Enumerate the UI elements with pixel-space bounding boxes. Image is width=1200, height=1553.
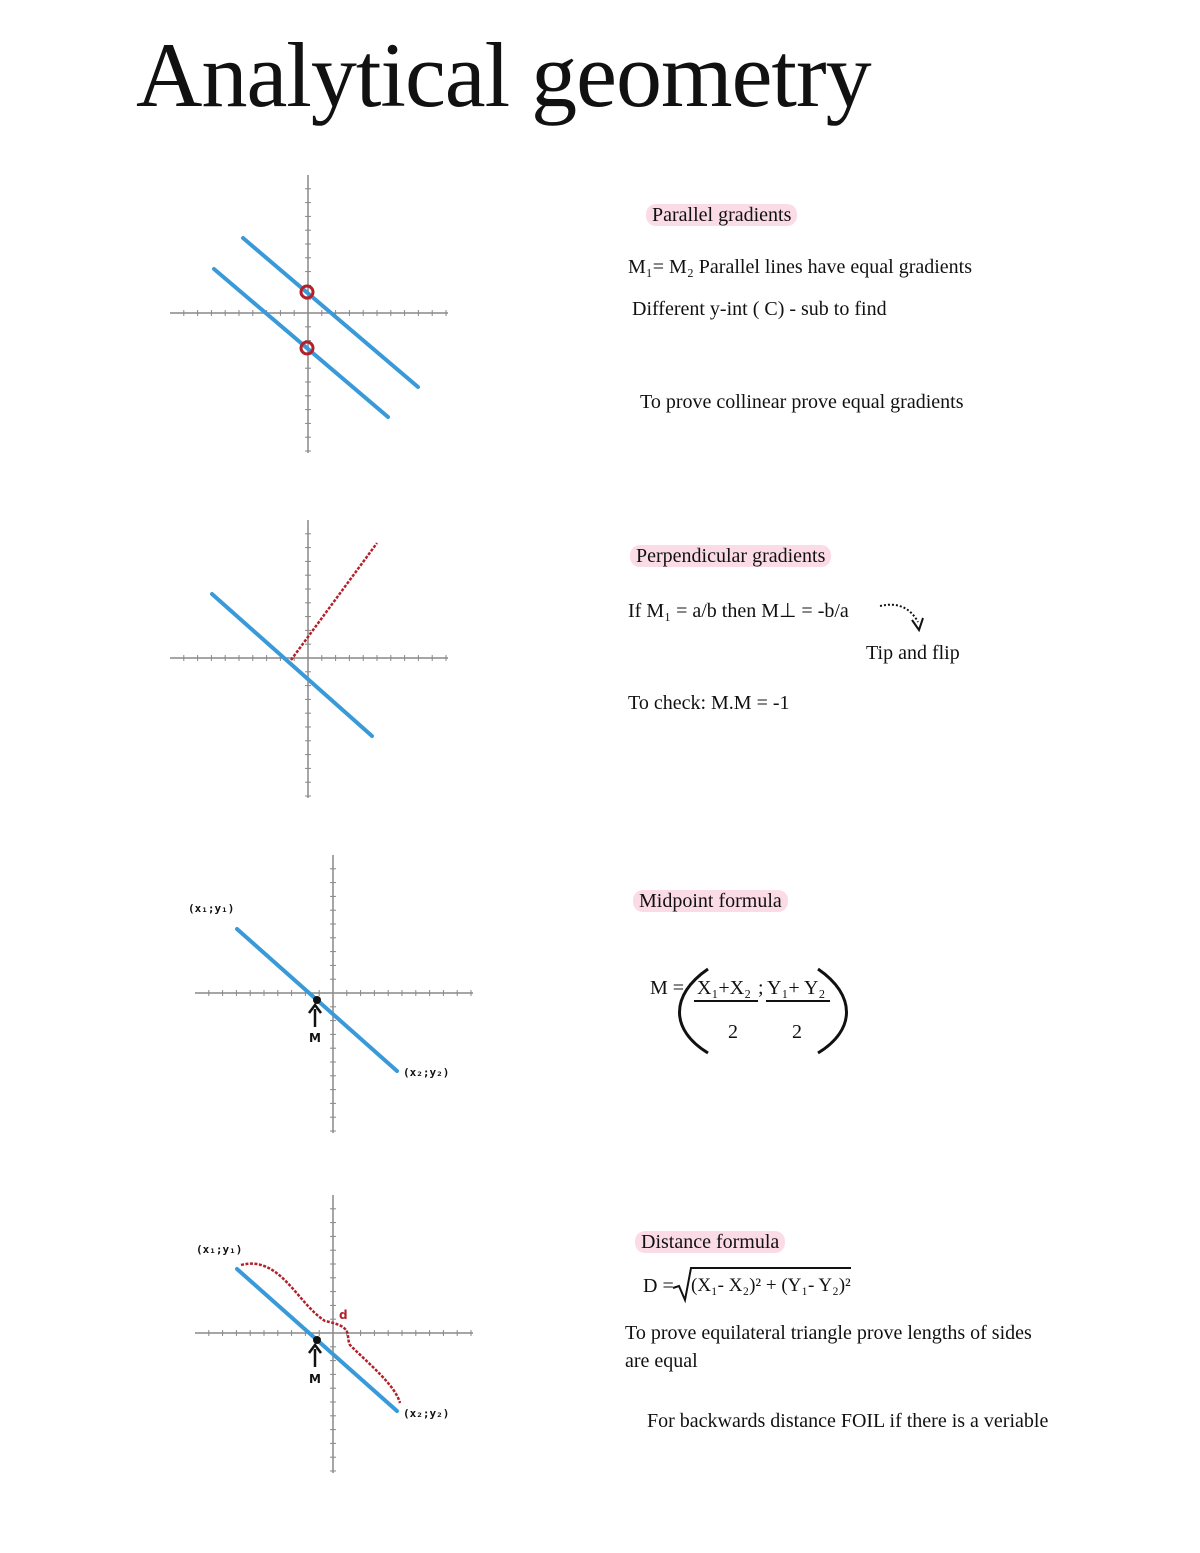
point-label-2: (x₂;y₂) [403, 1407, 450, 1420]
parallel-text-2: Different y-int ( C) - sub to find [632, 298, 887, 320]
heading-parallel: Parallel gradients [646, 204, 797, 227]
midpoint-label: M [309, 1372, 321, 1386]
graph-midpoint [185, 845, 485, 1145]
y-numerator: Y₁+ Y₂ [767, 977, 826, 999]
heading-midpoint: Midpoint formula [633, 890, 788, 913]
radicand: (X₁- X₂)² + (Y₁- Y₂)² [691, 1275, 851, 1296]
point-label-1: (x₁;y₁) [188, 902, 235, 915]
perpendicular-line [291, 543, 377, 660]
distance-text-1: To prove equilateral triangle prove lengths of sides [625, 1322, 1032, 1344]
m-equals: M = [650, 977, 685, 999]
distance-text-2: For backwards distance FOIL if there is a veriable [647, 1410, 1049, 1432]
midpoint-formula [650, 965, 860, 1060]
midpoint-dot [313, 1336, 321, 1344]
point-label-1: (x₁;y₁) [196, 1243, 243, 1256]
page-title: Analytical geometry [136, 24, 871, 126]
heading-distance: Distance formula [635, 1231, 785, 1254]
distance-label: d [339, 1308, 348, 1322]
separator: ; [758, 977, 764, 999]
original-line [212, 594, 372, 736]
perpendicular-text-2: To check: M.M = -1 [628, 692, 790, 714]
midpoint-label: M [309, 1031, 321, 1045]
tip-and-flip-note: Tip and flip [866, 642, 960, 664]
point-label-2: (x₂;y₂) [403, 1066, 450, 1079]
d-equals: D = [643, 1275, 674, 1297]
perpendicular-text-1: If M₁ = a/b then M⊥ = -b/a [628, 600, 849, 622]
distance-formula [643, 1264, 858, 1304]
x-denominator: 2 [728, 1021, 738, 1043]
graph-perpendicular [160, 510, 460, 810]
parallel-text-1: M₁= M₂ Parallel lines have equal gradients [628, 256, 973, 278]
y-denominator: 2 [792, 1021, 802, 1043]
graph-parallel [160, 165, 460, 465]
midpoint-dot [313, 996, 321, 1004]
x-numerator: X₁+X₂ [697, 977, 752, 999]
curved-arrow-icon [876, 598, 936, 643]
distance-text-1b: are equal [625, 1350, 698, 1372]
graph-distance [185, 1185, 485, 1485]
parallel-text-3: To prove collinear prove equal gradients [640, 391, 964, 413]
heading-perpendicular: Perpendicular gradients [630, 545, 831, 568]
